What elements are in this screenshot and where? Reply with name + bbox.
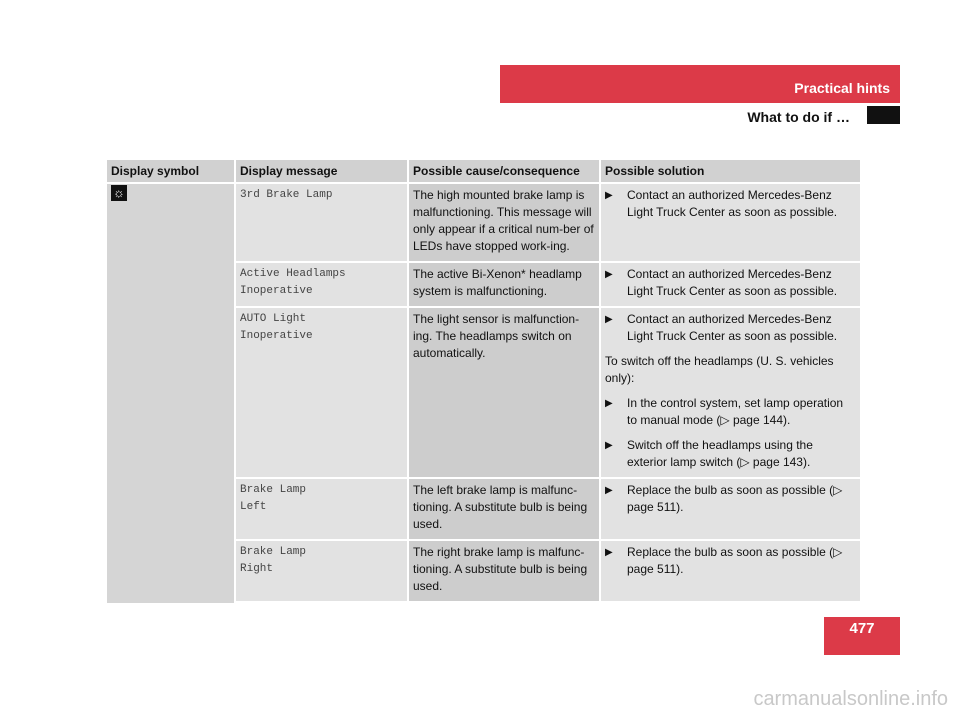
solution-step-text: Contact an authorized Mercedes-Benz Light Truck Center as soon as possible. bbox=[627, 267, 838, 298]
cause-cell: The high mounted brake lamp is malfunctioning. This message will only appear if a critical num-ber of LEDs have stopped work-ing. bbox=[409, 184, 601, 261]
table-rows bbox=[236, 184, 860, 603]
table-header bbox=[107, 160, 860, 182]
lamp-icon: ☼ bbox=[111, 185, 127, 201]
solution-step bbox=[605, 395, 856, 429]
bullet-arrow-icon: ▶ bbox=[605, 314, 613, 325]
solution-step bbox=[605, 437, 856, 471]
display-message-cell: Brake Lamp Right bbox=[236, 541, 409, 601]
solution-step-text: Replace the bulb as soon as possible (▷ page 511). bbox=[627, 483, 843, 514]
section-title: Practical hints bbox=[794, 80, 890, 96]
header-tab-marker bbox=[867, 106, 900, 124]
solution-cell bbox=[601, 263, 860, 306]
column-header: Possible solution bbox=[605, 164, 705, 178]
solution-cell bbox=[601, 541, 860, 601]
table-row bbox=[236, 541, 860, 601]
page-number-box bbox=[824, 617, 900, 655]
table-row bbox=[236, 308, 860, 477]
solution-step bbox=[605, 482, 856, 516]
solution-note: To switch off the headlamps (U. S. vehicles only): bbox=[605, 354, 834, 385]
table-row bbox=[236, 184, 860, 261]
display-message-cell: 3rd Brake Lamp bbox=[236, 184, 409, 261]
cause-cell: The right brake lamp is malfunc-tioning. A substitute bulb is being used. bbox=[409, 541, 601, 601]
table-body bbox=[107, 184, 860, 603]
display-message-cell: Active Headlamps Inoperative bbox=[236, 263, 409, 306]
solution-step bbox=[605, 187, 856, 221]
cause-cell: The left brake lamp is malfunc-tioning. A substitute bulb is being used. bbox=[409, 479, 601, 539]
solution-step-text: Switch off the headlamps using the exterior lamp switch (▷ page 143). bbox=[627, 438, 813, 469]
subsection-title: What to do if … bbox=[747, 109, 850, 125]
display-symbol-cell bbox=[107, 184, 236, 603]
column-header: Possible cause/consequence bbox=[409, 160, 601, 182]
bullet-arrow-icon: ▶ bbox=[605, 398, 613, 409]
cause-cell: The active Bi-Xenon* headlamp system is malfunctioning. bbox=[409, 263, 601, 306]
solution-step-text: Contact an authorized Mercedes-Benz Light Truck Center as soon as possible. bbox=[627, 188, 838, 219]
solution-step bbox=[605, 311, 856, 345]
bullet-arrow-icon: ▶ bbox=[605, 190, 613, 201]
fault-message-table bbox=[107, 160, 860, 603]
solution-step-text: In the control system, set lamp operation to manual mode (▷ page 144). bbox=[627, 396, 844, 427]
bullet-arrow-icon: ▶ bbox=[605, 269, 613, 280]
solution-step bbox=[605, 544, 856, 578]
bullet-arrow-icon: ▶ bbox=[605, 485, 613, 496]
table-row bbox=[236, 479, 860, 539]
display-message-cell: AUTO Light Inoperative bbox=[236, 308, 409, 477]
page-number: 477 bbox=[849, 620, 875, 637]
solution-step-text: Contact an authorized Mercedes-Benz Light Truck Center as soon as possible. bbox=[627, 312, 838, 343]
column-header: Display symbol bbox=[107, 160, 236, 182]
solution-step-text: Replace the bulb as soon as possible (▷ page 511). bbox=[627, 545, 843, 576]
header-band bbox=[500, 65, 900, 103]
solution-cell bbox=[601, 479, 860, 539]
watermark: carmanualsonline.info bbox=[753, 688, 948, 710]
solution-cell bbox=[601, 184, 860, 261]
table-row bbox=[236, 263, 860, 306]
bullet-arrow-icon: ▶ bbox=[605, 440, 613, 451]
cause-cell: The light sensor is malfunction-ing. The headlamps switch on automatically. bbox=[409, 308, 601, 477]
display-message-cell: Brake Lamp Left bbox=[236, 479, 409, 539]
solution-cell bbox=[601, 308, 860, 477]
column-header: Display message bbox=[236, 160, 409, 182]
solution-step bbox=[605, 266, 856, 300]
bullet-arrow-icon: ▶ bbox=[605, 547, 613, 558]
